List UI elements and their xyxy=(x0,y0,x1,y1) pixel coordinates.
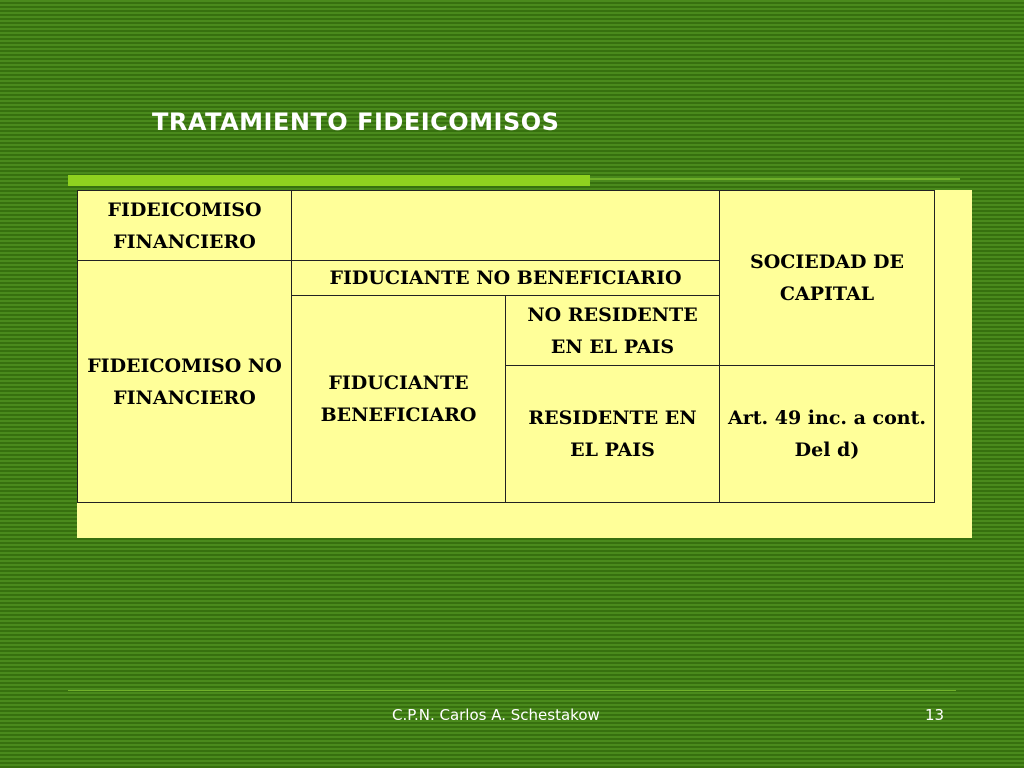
footer-author: C.P.N. Carlos A. Schestakow xyxy=(392,706,600,724)
cell-fideicomiso-financiero: FIDEICOMISO FINANCIERO xyxy=(78,191,292,261)
slide-number: 13 xyxy=(925,706,945,724)
cell-articulo: Art. 49 inc. a cont. Del d) xyxy=(720,366,935,503)
cell-no-residente: NO RESIDENTE EN EL PAIS xyxy=(506,296,720,366)
cell-fiduciante-beneficiario: FIDUCIANTE BENEFICIARO xyxy=(292,296,506,503)
cell-sociedad-capital: SOCIEDAD DE CAPITAL xyxy=(720,191,935,366)
accent-bar xyxy=(68,175,590,186)
cell-empty xyxy=(292,191,720,261)
fideicomiso-table xyxy=(77,190,935,503)
title-divider xyxy=(590,178,960,180)
cell-residente: RESIDENTE EN EL PAIS xyxy=(506,366,720,503)
slide-title: TRATAMIENTO FIDEICOMISOS xyxy=(152,108,560,136)
footer-divider xyxy=(68,690,956,691)
cell-fideicomiso-no-financiero: FIDEICOMISO NO FINANCIERO xyxy=(78,261,292,503)
cell-fiduciante-no-beneficiario: FIDUCIANTE NO BENEFICIARIO xyxy=(292,261,720,296)
